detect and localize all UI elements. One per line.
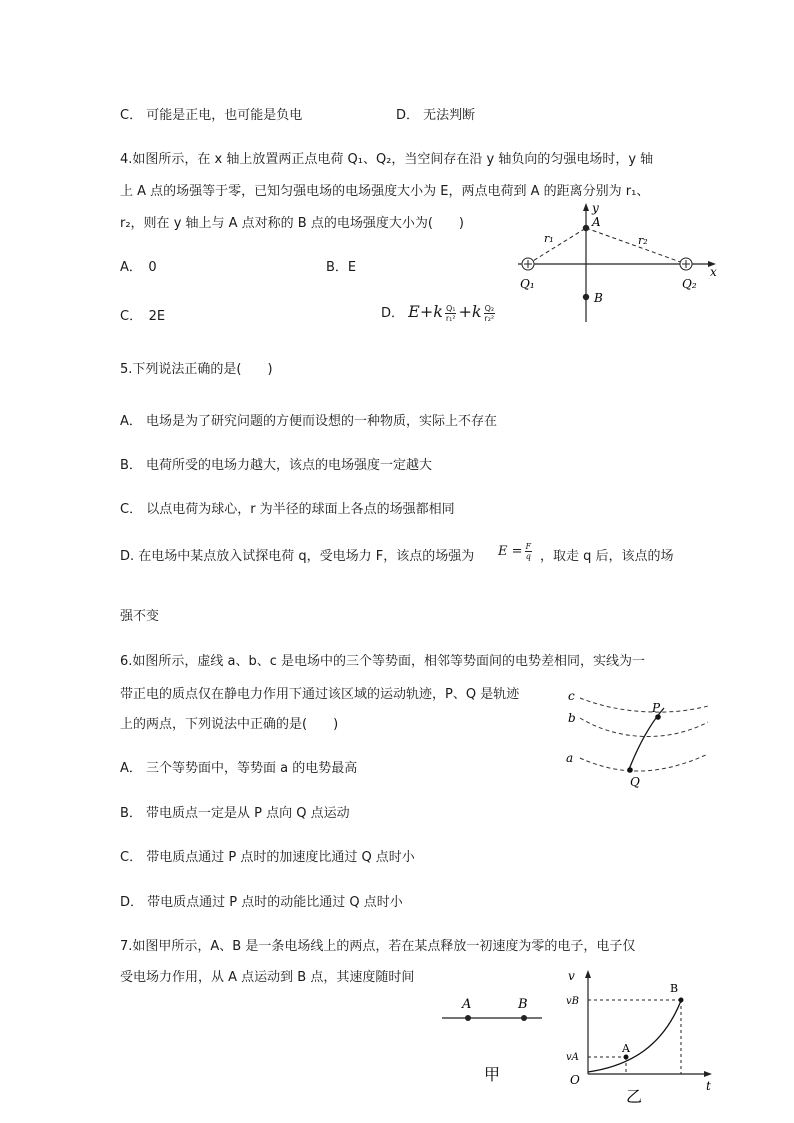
label-t: t — [706, 1079, 711, 1093]
q5-option-d-part1: D. 在电场中某点放入试探电荷 q，受电场力 F，该点的场强为 — [120, 549, 475, 564]
q4-option-a: A． 0 — [120, 260, 157, 275]
frac1-den: r₁² — [445, 314, 456, 323]
q4-option-d-k1: k — [433, 302, 443, 321]
label-Q2: Q₂ — [682, 277, 697, 291]
label-x: x — [710, 265, 717, 279]
q7-stem-line1: 7.如图甲所示，A、B 是一条电场线上的两点，若在某点释放一初速度为零的电子，电子仅 — [120, 939, 636, 954]
label-A: A — [592, 215, 601, 229]
q6-stem-line3: 上的两点，下列说法中正确的是( ) — [120, 717, 339, 732]
q4-option-d — [381, 302, 497, 323]
caption-yi: 乙 — [626, 1087, 643, 1106]
y-axis-arrow — [583, 203, 589, 211]
label-r2: r₂ — [638, 234, 648, 247]
q5-option-a: A． 电场是为了研究问题的方便而设想的一种物质，实际上不存在 — [120, 414, 498, 429]
q4-option-d-plus1: + — [419, 302, 434, 321]
q3-option-c: C． 可能是正电，也可能是负电 — [120, 108, 303, 123]
q5-option-d-formula — [498, 542, 534, 561]
q6-option-a: A． 三个等势面中，等势面 a 的电势最高 — [120, 761, 358, 776]
label-v: v — [568, 969, 575, 983]
label-A: A — [462, 997, 472, 1012]
point-A — [624, 1055, 629, 1060]
formula-lhs: E = — [498, 544, 523, 559]
point-P — [655, 714, 661, 720]
v-axis-arrow — [585, 970, 591, 978]
caption-jia: 甲 — [484, 1065, 501, 1084]
equipotential-c — [580, 698, 708, 712]
q6-stem-line1: 6.如图所示，虚线 a、b、c 是电场中的三个等势面，相邻等势面间的电势差相同，实线为一 — [120, 654, 646, 669]
point-B — [679, 998, 684, 1003]
q5-option-b: B． 电荷所受的电场力越大，该点的电场强度一定越大 — [120, 458, 433, 473]
q6-stem-line2: 带正电的质点仅在静电力作用下通过该区域的运动轨迹，P、Q 是轨迹 — [120, 687, 520, 702]
q3-option-d: D． 无法判断 — [396, 108, 476, 123]
q4-option-d-prefix: D． — [381, 306, 405, 321]
point-B — [521, 1015, 527, 1021]
q5-option-d-part2: ，取走 q 后，该点的场 — [540, 549, 674, 564]
q4-option-d-plus2: + — [458, 302, 472, 321]
q4-stem-line2: 上 A 点的场强等于零，已知匀强电场的电场强度大小为 E，两点电荷到 A 的距离分别为 r₁、 — [120, 184, 650, 199]
label-a: a — [566, 751, 574, 765]
label-P: P — [652, 701, 661, 715]
point-Q — [627, 767, 633, 773]
q4-figure — [510, 200, 730, 328]
label-point-B: B — [670, 982, 679, 995]
frac1-num: Q₁ — [445, 304, 456, 313]
label-b: b — [568, 711, 576, 725]
q5-option-c: C． 以点电荷为球心，r 为半径的球面上各点的场强都相同 — [120, 502, 455, 517]
q6-option-b: B． 带电质点一定是从 P 点向 Q 点运动 — [120, 806, 350, 821]
q4-option-d-E: E — [408, 302, 420, 321]
q4-stem-line3: r₂，则在 y 轴上与 A 点对称的 B 点的电场强度大小为( ) — [120, 216, 464, 231]
q4-option-d-frac2 — [484, 304, 496, 323]
r2-dashed-line — [586, 228, 686, 264]
q4-option-c: C． 2E — [120, 309, 166, 324]
formula-num: F — [525, 542, 532, 551]
q4-option-b: B．E — [326, 260, 357, 275]
label-c: c — [568, 689, 575, 703]
q4-stem-line1: 4.如图所示，在 x 轴上放置两正点电荷 Q₁、Q₂，当空间存在沿 y 轴负向的匀强电场时，y 轴 — [120, 152, 654, 167]
label-point-A: A — [622, 1042, 630, 1055]
formula-den: q — [525, 552, 531, 561]
charge-Q1 — [522, 258, 534, 270]
formula-frac — [525, 542, 533, 561]
q4-option-d-frac1 — [445, 304, 457, 323]
q6-option-d: D． 带电质点通过 P 点时的动能比通过 Q 点时小 — [120, 895, 403, 910]
q4-option-d-k2: k — [471, 302, 482, 321]
q7-stem-line2: 受电场力作用，从 A 点运动到 B 点，其速度随时间 — [120, 970, 415, 985]
q6-option-c: C． 带电质点通过 P 点时的加速度比通过 Q 点时小 — [120, 850, 415, 865]
frac2-den: r₂² — [484, 314, 495, 323]
q5-stem: 5.下列说法正确的是( ) — [120, 362, 273, 377]
label-B: B — [518, 997, 528, 1012]
point-A — [465, 1015, 471, 1021]
v-t-curve — [588, 998, 682, 1072]
charge-Q2 — [680, 258, 692, 270]
label-y: y — [592, 201, 599, 215]
equipotential-b — [580, 718, 708, 737]
label-vA: vA — [566, 1052, 579, 1063]
label-vB: vB — [566, 996, 579, 1007]
equipotential-a — [580, 754, 708, 771]
r1-dashed-line — [528, 228, 586, 264]
q5-option-d-line2: 强不变 — [120, 609, 160, 624]
label-r1: r₁ — [544, 232, 554, 245]
point-B — [583, 294, 589, 300]
label-B: B — [594, 291, 603, 305]
q6-figure — [560, 684, 720, 794]
t-axis-arrow — [704, 1071, 712, 1077]
frac2-num: Q₂ — [484, 304, 495, 313]
label-origin: O — [570, 1073, 580, 1087]
point-A — [583, 225, 589, 231]
label-Q1: Q₁ — [520, 277, 535, 291]
label-Q: Q — [630, 775, 640, 789]
q7-figure-jia — [438, 992, 550, 1092]
q7-figure-yi — [560, 966, 720, 1106]
